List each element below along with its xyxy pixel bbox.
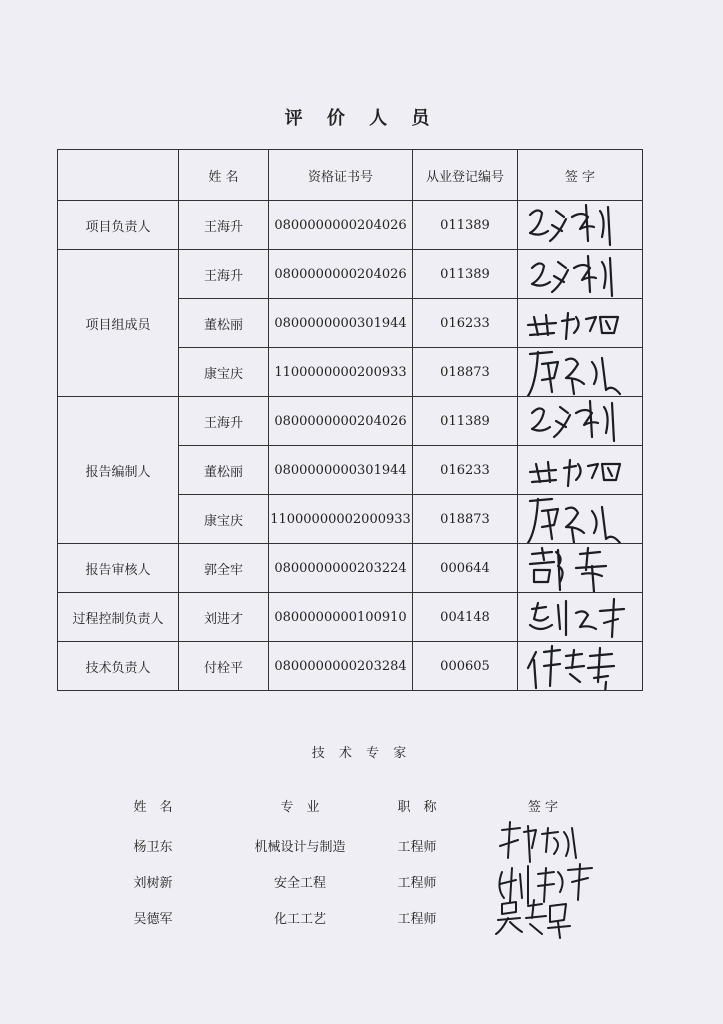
name-cell: 康宝庆 xyxy=(179,495,269,544)
expert-header-title: 职 称 xyxy=(397,800,437,815)
expert-title: 工程师 xyxy=(397,840,437,855)
signature-cell xyxy=(518,446,643,495)
table-header-row xyxy=(58,150,643,201)
header-name: 姓 名 xyxy=(179,150,269,201)
header-reg: 从业登记编号 xyxy=(413,150,518,201)
handwritten-signature xyxy=(522,299,638,348)
name-cell: 刘进才 xyxy=(179,593,269,642)
name-cell: 郭全牢 xyxy=(179,544,269,593)
name-cell: 王海升 xyxy=(179,250,269,299)
expert-major: 机械设计与制造 xyxy=(254,840,346,855)
expert-signature xyxy=(488,894,618,944)
cert-cell: 1100000000200933 xyxy=(269,348,413,397)
handwritten-signature xyxy=(522,544,638,593)
handwritten-signature xyxy=(522,250,638,299)
table-row xyxy=(58,201,643,250)
table-row xyxy=(58,642,643,691)
header-cert: 资格证书号 xyxy=(269,150,413,201)
header-role xyxy=(58,150,179,201)
signature-cell xyxy=(518,397,643,446)
reg-cell: 004148 xyxy=(413,593,518,642)
handwritten-signature xyxy=(522,446,638,495)
signature-cell xyxy=(518,250,643,299)
expert-title: 工程师 xyxy=(397,876,437,891)
role-cell: 项目组成员 xyxy=(58,250,179,397)
expert-major: 安全工程 xyxy=(273,876,326,891)
handwritten-signature xyxy=(522,593,638,642)
reg-cell: 011389 xyxy=(413,397,518,446)
handwritten-signature xyxy=(488,894,618,944)
expert-major: 化工工艺 xyxy=(273,912,326,927)
table-row xyxy=(58,544,643,593)
table-row xyxy=(58,593,643,642)
cert-cell: 0800000000203224 xyxy=(269,544,413,593)
handwritten-signature xyxy=(522,495,638,544)
cert-cell: 0800000000100910 xyxy=(269,593,413,642)
table-row xyxy=(58,397,643,446)
reg-cell: 016233 xyxy=(413,299,518,348)
page-title: 评 价 人 员 xyxy=(284,108,439,129)
role-cell: 报告审核人 xyxy=(58,544,179,593)
expert-name: 吴德军 xyxy=(133,912,173,927)
signature-cell xyxy=(518,642,643,691)
name-cell: 王海升 xyxy=(179,397,269,446)
cert-cell: 11000000002000933 xyxy=(269,495,413,544)
signature-cell xyxy=(518,299,643,348)
role-cell: 技术负责人 xyxy=(58,642,179,691)
expert-header-name: 姓 名 xyxy=(133,800,173,815)
table-row xyxy=(58,250,643,299)
reg-cell: 018873 xyxy=(413,495,518,544)
reg-cell: 000644 xyxy=(413,544,518,593)
signature-cell xyxy=(518,495,643,544)
signature-cell xyxy=(518,593,643,642)
cert-cell: 0800000000203284 xyxy=(269,642,413,691)
handwritten-signature xyxy=(522,397,638,446)
experts-title: 技 术 专 家 xyxy=(311,746,412,761)
handwritten-signature xyxy=(522,348,638,397)
cert-cell: 0800000000204026 xyxy=(269,397,413,446)
cert-cell: 0800000000204026 xyxy=(269,250,413,299)
expert-header-major: 专 业 xyxy=(280,800,320,815)
expert-header-signature: 签 字 xyxy=(527,800,559,815)
role-cell: 项目负责人 xyxy=(58,201,179,250)
reg-cell: 000605 xyxy=(413,642,518,691)
cert-cell: 0800000000301944 xyxy=(269,446,413,495)
reg-cell: 011389 xyxy=(413,250,518,299)
expert-name: 杨卫东 xyxy=(133,840,173,855)
evaluator-table xyxy=(57,149,643,691)
name-cell: 康宝庆 xyxy=(179,348,269,397)
name-cell: 董松丽 xyxy=(179,446,269,495)
role-cell: 报告编制人 xyxy=(58,397,179,544)
cert-cell: 0800000000301944 xyxy=(269,299,413,348)
header-signature: 签 字 xyxy=(518,150,643,201)
signature-cell xyxy=(518,201,643,250)
expert-name: 刘树新 xyxy=(133,876,173,891)
role-cell: 过程控制负责人 xyxy=(58,593,179,642)
signature-cell xyxy=(518,544,643,593)
name-cell: 王海升 xyxy=(179,201,269,250)
handwritten-signature xyxy=(522,201,638,250)
signature-cell xyxy=(518,348,643,397)
cert-cell: 0800000000204026 xyxy=(269,201,413,250)
expert-title: 工程师 xyxy=(397,912,437,927)
name-cell: 董松丽 xyxy=(179,299,269,348)
name-cell: 付栓平 xyxy=(179,642,269,691)
reg-cell: 011389 xyxy=(413,201,518,250)
reg-cell: 016233 xyxy=(413,446,518,495)
handwritten-signature xyxy=(522,642,638,691)
reg-cell: 018873 xyxy=(413,348,518,397)
